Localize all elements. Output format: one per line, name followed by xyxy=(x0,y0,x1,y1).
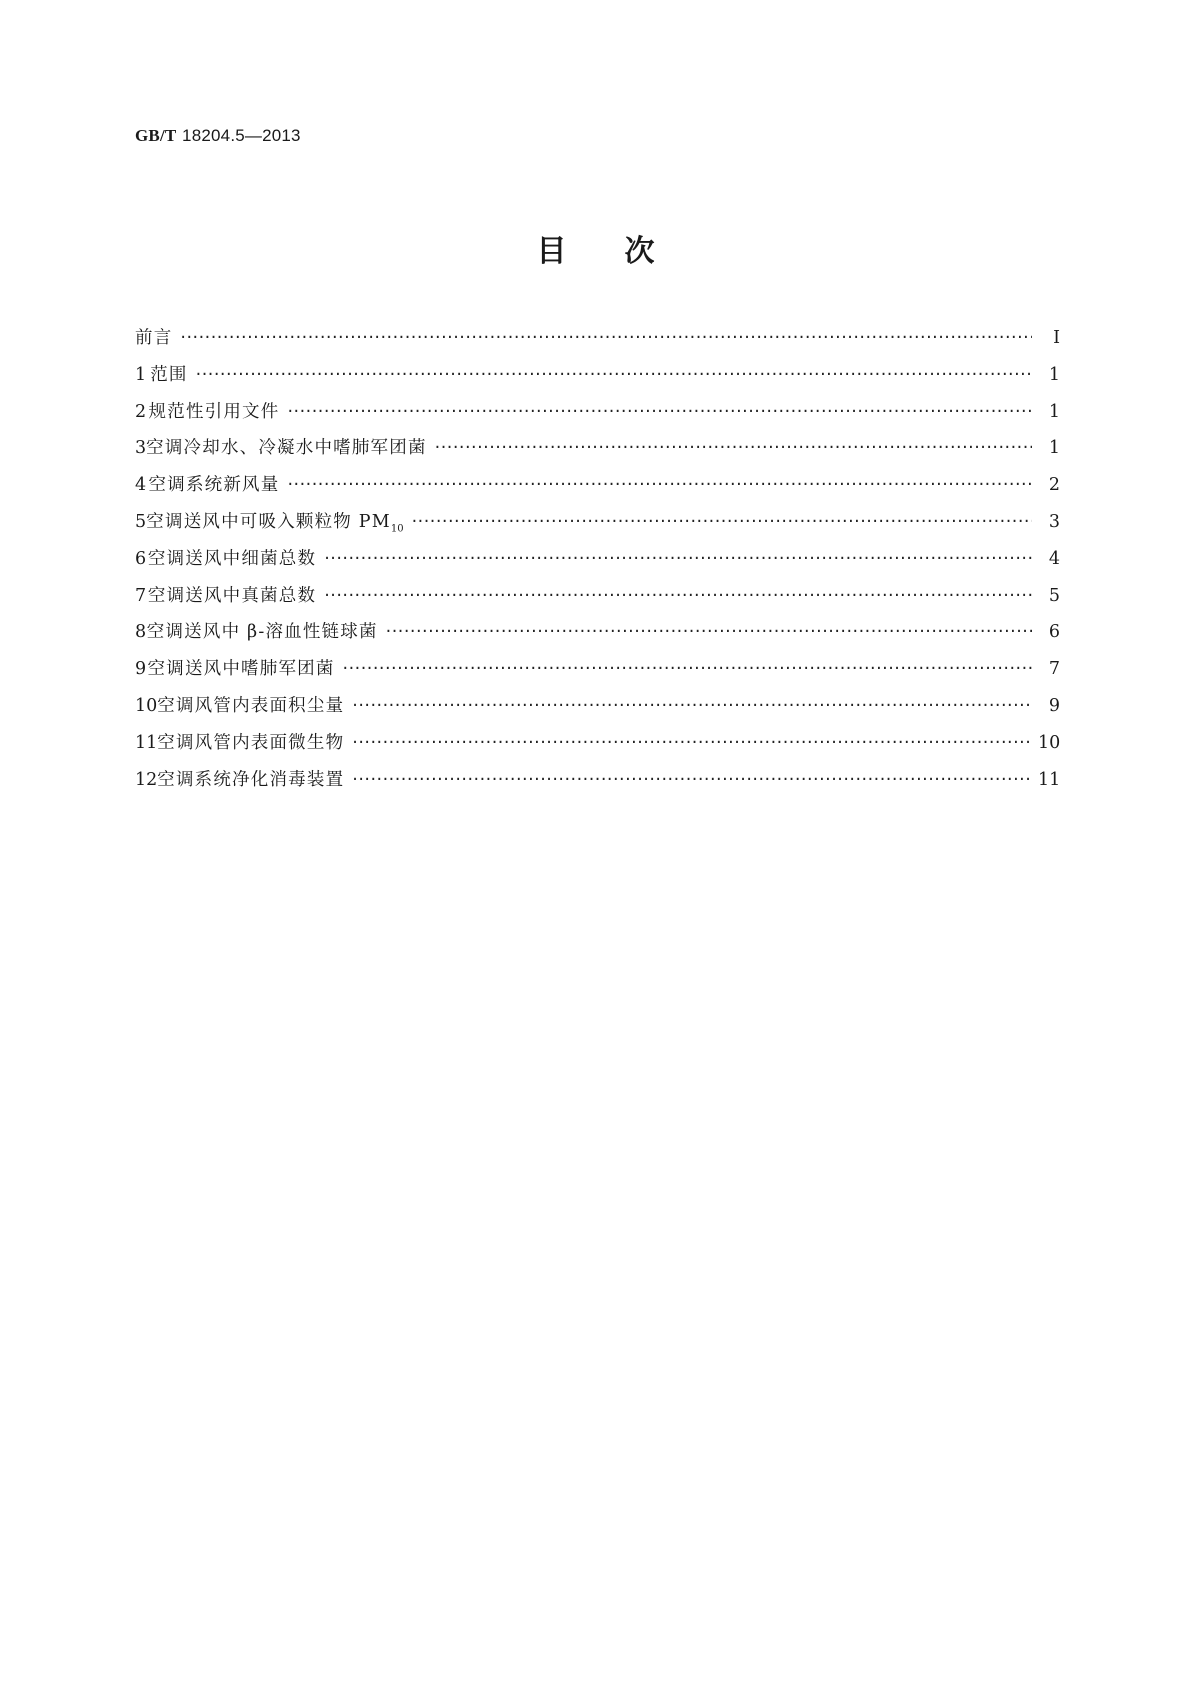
toc-entry-page: 1 xyxy=(1048,401,1060,422)
subscript: 10 xyxy=(390,523,404,535)
toc-entry-number: 11 xyxy=(135,732,158,753)
toc-entry-12[interactable] xyxy=(135,766,1060,803)
toc-entry-7[interactable] xyxy=(135,582,1060,619)
standard-code xyxy=(135,126,301,146)
toc-entry-page: 1 xyxy=(1048,364,1060,385)
toc-entry-label: 空调送风中 β-溶血性链球菌 xyxy=(146,622,378,643)
toc-entry-number: 2 xyxy=(135,401,147,422)
toc-entry-label: 空调冷却水、冷凝水中嗜肺军团菌 xyxy=(146,438,427,459)
standard-number: 18204.5—2013 xyxy=(182,126,301,145)
toc-entry-page: 6 xyxy=(1048,622,1060,643)
toc-entry-1[interactable] xyxy=(135,361,1060,398)
dot-leader xyxy=(386,622,1032,642)
toc-entry-number: 10 xyxy=(135,695,158,716)
toc-entry-number: 6 xyxy=(135,548,147,569)
toc-entry-page: 7 xyxy=(1048,659,1060,680)
toc-entry-8[interactable] xyxy=(135,618,1060,655)
toc-entry-foreword[interactable] xyxy=(135,324,1060,361)
toc-entry-page: 3 xyxy=(1048,511,1060,532)
toc-entry-6[interactable] xyxy=(135,545,1060,582)
toc-entry-11[interactable] xyxy=(135,729,1060,766)
toc-entry-label: 空调送风中真菌总数 xyxy=(147,585,317,606)
dot-leader xyxy=(287,402,1032,422)
toc-heading-char-2: 次 xyxy=(624,234,655,269)
toc-entry-label: 范围 xyxy=(150,364,188,385)
toc-entry-number: 1 xyxy=(135,364,147,385)
toc-entry-page: 9 xyxy=(1048,695,1060,716)
toc-entry-number: 12 xyxy=(135,769,158,790)
toc-entry-label: 空调送风中嗜肺军团菌 xyxy=(147,659,335,680)
toc-entry-page: 11 xyxy=(1038,769,1061,790)
dot-leader xyxy=(412,512,1032,532)
toc-entry-10[interactable] xyxy=(135,692,1060,729)
table-of-contents xyxy=(135,324,1060,802)
dot-leader xyxy=(343,659,1032,679)
toc-entry-4[interactable] xyxy=(135,471,1060,508)
toc-entry-page: 4 xyxy=(1048,548,1060,569)
dot-leader xyxy=(287,475,1032,495)
toc-entry-9[interactable] xyxy=(135,655,1060,692)
toc-heading-char-1: 目 xyxy=(536,234,567,269)
toc-entry-number: 7 xyxy=(135,585,147,606)
toc-entry-label: 空调系统新风量 xyxy=(148,475,280,496)
dot-leader xyxy=(435,438,1032,458)
toc-entry-label: 空调风管内表面微生物 xyxy=(157,732,345,753)
toc-entry-label: 空调送风中细菌总数 xyxy=(147,548,317,569)
toc-entry-page: 1 xyxy=(1048,438,1060,459)
toc-entry-page: Ⅰ xyxy=(1053,328,1060,348)
dot-leader xyxy=(352,696,1032,716)
toc-entry-number: 9 xyxy=(135,659,147,680)
toc-entry-2[interactable] xyxy=(135,398,1060,435)
toc-entry-number: 3 xyxy=(135,438,147,459)
toc-entry-3[interactable] xyxy=(135,434,1060,471)
toc-entry-label xyxy=(146,508,403,535)
dot-leader xyxy=(196,365,1032,385)
toc-entry-label-text: 空调送风中可吸入颗粒物 PM xyxy=(146,511,391,532)
toc-entry-number: 8 xyxy=(135,622,147,643)
dot-leader xyxy=(324,586,1032,606)
toc-entry-label: 空调系统净化消毒装置 xyxy=(157,769,345,790)
standard-prefix: GB/T xyxy=(135,126,177,145)
dot-leader xyxy=(352,770,1032,790)
toc-entry-5[interactable] xyxy=(135,508,1060,545)
toc-entry-label: 前言 xyxy=(135,328,173,348)
dot-leader xyxy=(180,328,1032,348)
toc-entry-page: 2 xyxy=(1048,475,1060,496)
dot-leader xyxy=(352,733,1032,753)
toc-entry-label: 空调风管内表面积尘量 xyxy=(157,695,345,716)
dot-leader xyxy=(324,549,1032,569)
toc-entry-page: 10 xyxy=(1038,732,1061,753)
toc-entry-label: 规范性引用文件 xyxy=(148,401,280,422)
toc-heading xyxy=(0,226,1191,270)
toc-entry-page: 5 xyxy=(1048,585,1060,606)
toc-entry-number: 5 xyxy=(135,511,147,532)
toc-entry-number: 4 xyxy=(135,475,147,496)
